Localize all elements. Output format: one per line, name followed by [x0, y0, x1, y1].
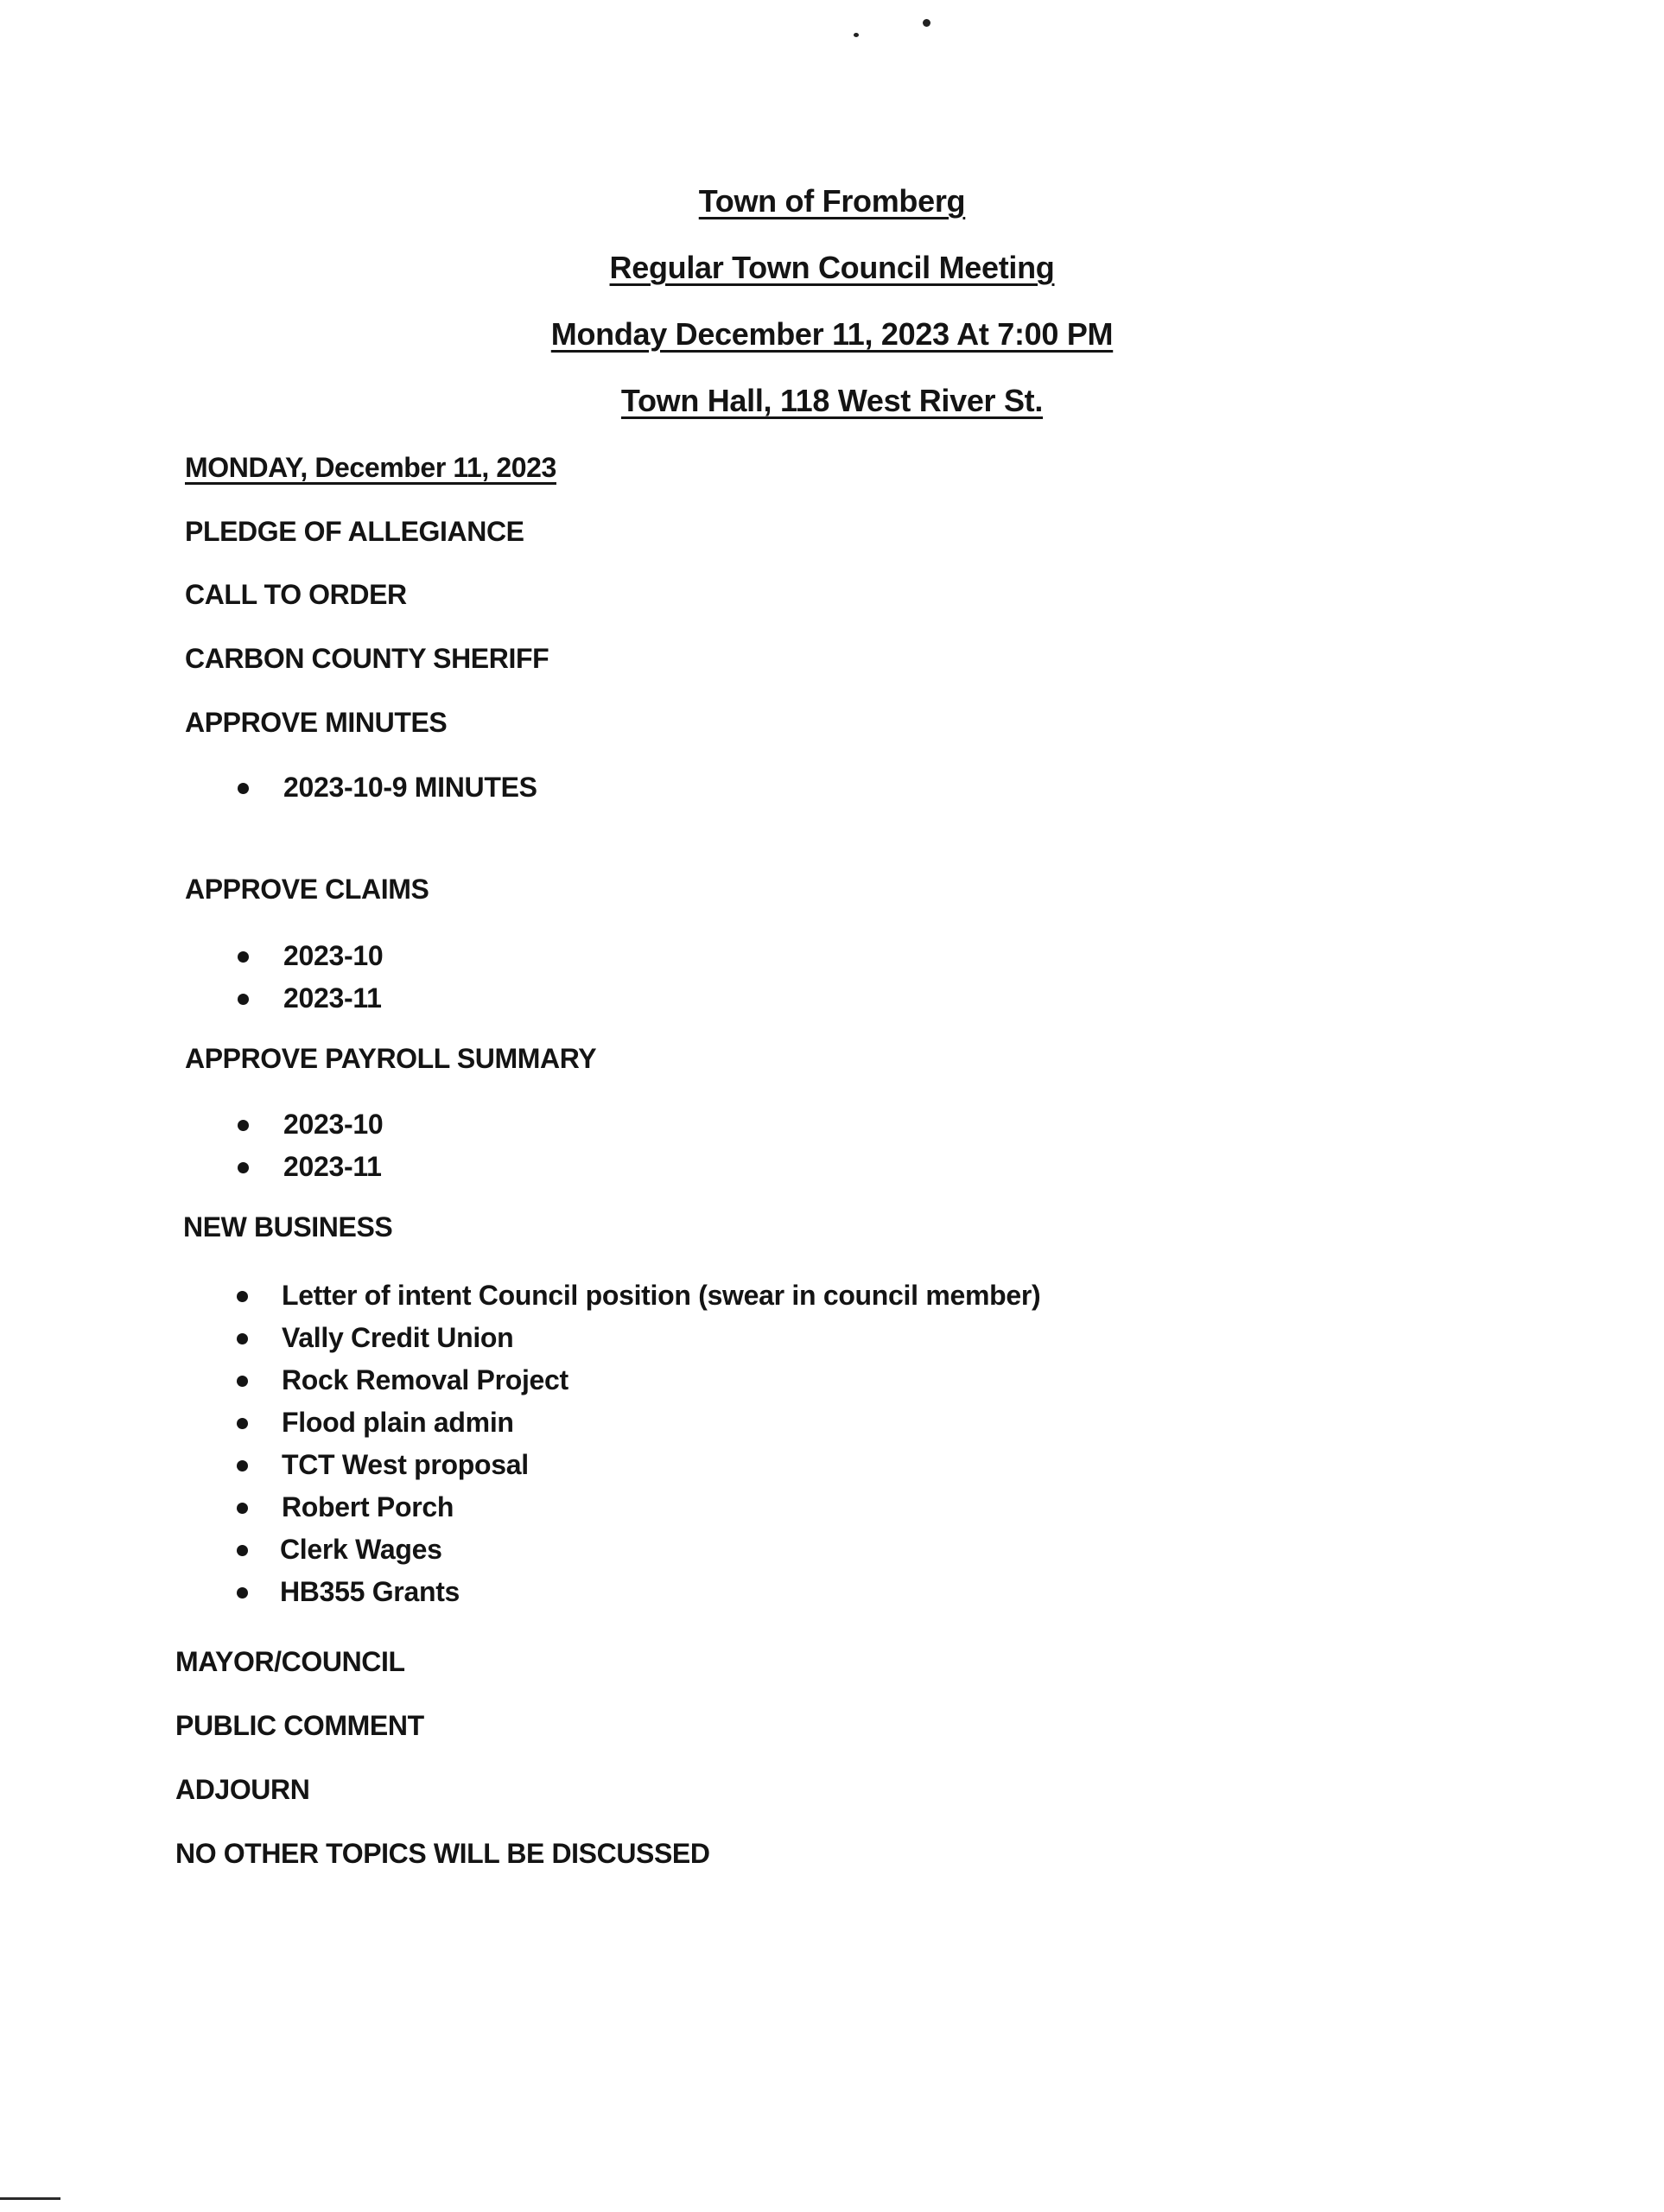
agenda-sheriff: CARBON COUNTY SHERIFF: [185, 643, 549, 674]
claims-item: 2023-10: [283, 940, 384, 971]
new-business-item: Robert Porch: [282, 1491, 454, 1522]
new-business-item: HB355 Grants: [280, 1576, 460, 1607]
meeting-location: Town Hall, 118 West River St.: [620, 383, 1044, 418]
bullet-icon: [238, 783, 249, 794]
bullet-icon: [237, 1545, 248, 1556]
scan-speck: [854, 33, 859, 37]
bullet-icon: [237, 1376, 248, 1387]
new-business-item: Clerk Wages: [280, 1534, 442, 1565]
agenda-adjourn: ADJOURN: [175, 1774, 310, 1805]
new-business-item: Flood plain admin: [282, 1407, 514, 1438]
new-business-item: Letter of intent Council position (swear in council member): [282, 1280, 1041, 1311]
agenda-call-to-order: CALL TO ORDER: [185, 579, 407, 610]
town-title: Town of Fromberg: [698, 183, 966, 219]
agenda-pledge: PLEDGE OF ALLEGIANCE: [185, 516, 524, 547]
bullet-icon: [238, 951, 249, 963]
approve-payroll-heading: APPROVE PAYROLL SUMMARY: [185, 1043, 597, 1074]
agenda-notice: NO OTHER TOPICS WILL BE DISCUSSED: [175, 1838, 710, 1869]
new-business-heading: NEW BUSINESS: [183, 1211, 393, 1243]
agenda-date: MONDAY, December 11, 2023: [185, 452, 556, 483]
scan-edge-mark: [0, 2197, 60, 2200]
new-business-item: Vally Credit Union: [282, 1322, 514, 1353]
bullet-icon: [238, 994, 249, 1005]
meeting-datetime: Monday December 11, 2023 At 7:00 PM: [550, 316, 1114, 352]
minutes-item: 2023-10-9 MINUTES: [283, 772, 537, 803]
approve-claims-heading: APPROVE CLAIMS: [185, 874, 429, 905]
claims-item: 2023-11: [283, 982, 382, 1014]
payroll-item: 2023-10: [283, 1109, 384, 1140]
bullet-icon: [237, 1291, 248, 1302]
meeting-title: Regular Town Council Meeting: [609, 250, 1055, 285]
bullet-icon: [237, 1418, 248, 1429]
agenda-mayor-council: MAYOR/COUNCIL: [175, 1646, 405, 1677]
approve-minutes-heading: APPROVE MINUTES: [185, 707, 448, 738]
bullet-icon: [238, 1162, 249, 1173]
bullet-icon: [238, 1120, 249, 1131]
bullet-icon: [237, 1460, 248, 1471]
agenda-public-comment: PUBLIC COMMENT: [175, 1710, 424, 1741]
bullet-icon: [237, 1503, 248, 1514]
new-business-item: Rock Removal Project: [282, 1364, 568, 1395]
new-business-item: TCT West proposal: [282, 1449, 529, 1480]
payroll-item: 2023-11: [283, 1151, 382, 1182]
scan-speck: [923, 19, 930, 27]
bullet-icon: [237, 1333, 248, 1344]
bullet-icon: [237, 1587, 248, 1599]
